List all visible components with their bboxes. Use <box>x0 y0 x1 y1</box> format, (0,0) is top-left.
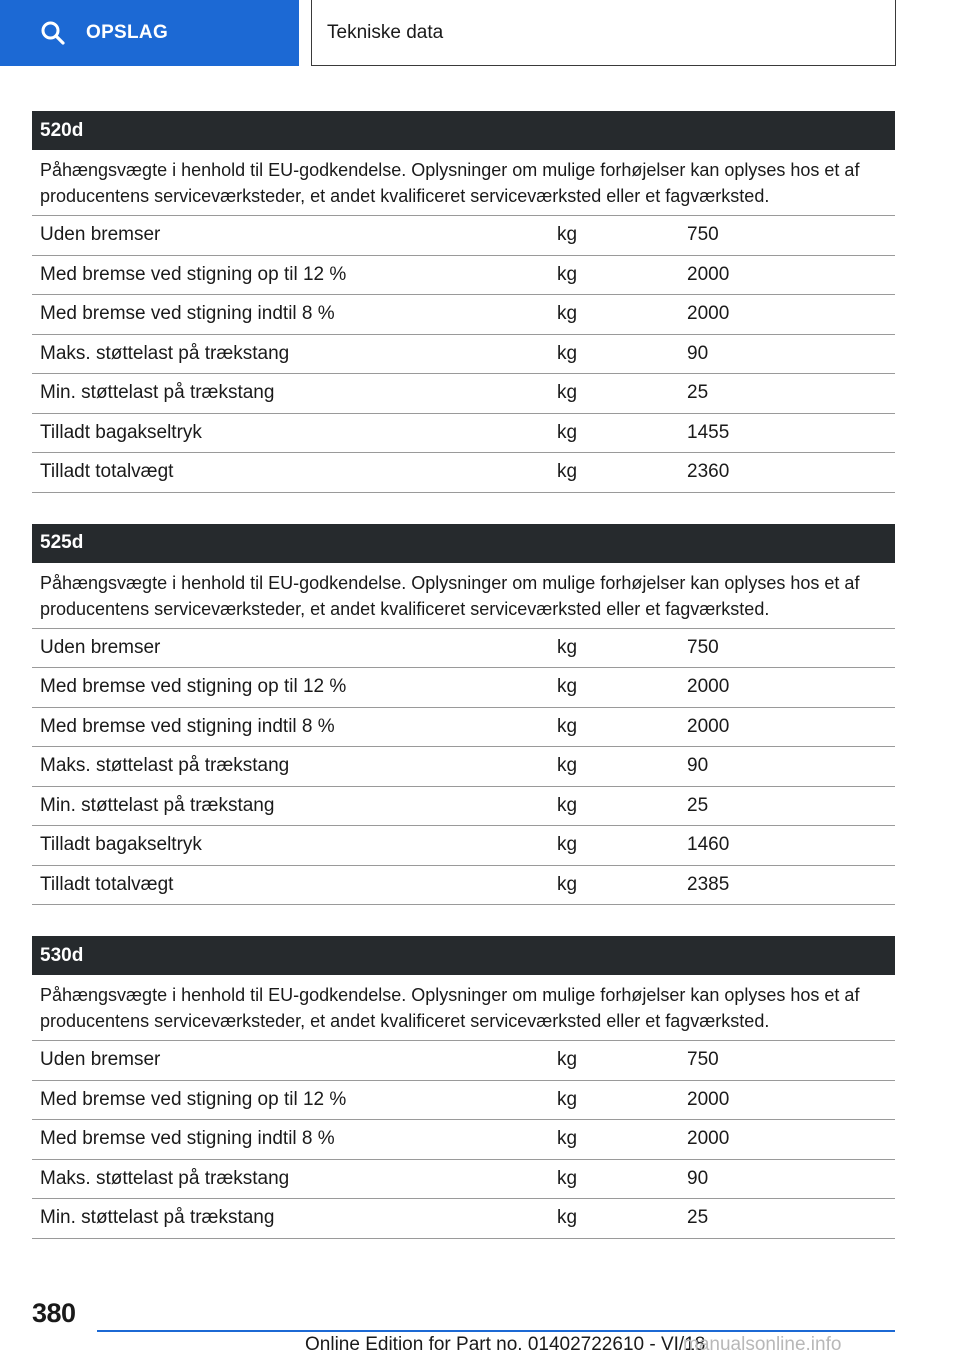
spec-unit: kg <box>557 1207 578 1229</box>
spec-value: 25 <box>687 794 709 816</box>
spec-value: 750 <box>687 636 719 658</box>
model-description: Påhængsvægte i henhold til EU-godkendelse. Oplysninger om mulige forhøjelser kan oplyses hos et af producentens serviceværksteder, et andet kvalificeret serviceværksted eller et fagværksted. <box>32 975 895 1041</box>
spec-value: 1455 <box>687 421 730 443</box>
model-header: 530d <box>32 936 895 975</box>
spec-label: Min. støttelast på trækstang <box>40 382 275 404</box>
spec-label: Med bremse ved stigning op til 12 % <box>40 263 347 285</box>
spec-label: Tilladt bagakseltryk <box>40 834 202 856</box>
spec-value: 1460 <box>687 834 730 856</box>
table-row <box>32 866 895 906</box>
spec-value: 750 <box>687 1049 719 1071</box>
spec-unit: kg <box>557 676 578 698</box>
table-row <box>32 374 895 414</box>
spec-value: 2000 <box>687 1128 730 1150</box>
spec-value: 90 <box>687 342 709 364</box>
table-row <box>32 1041 895 1081</box>
top-bar <box>0 0 960 66</box>
table-row <box>32 295 895 335</box>
spec-label: Med bremse ved stigning op til 12 % <box>40 676 347 698</box>
spec-unit: kg <box>557 794 578 816</box>
model-block-530d <box>32 936 895 1239</box>
spec-label: Min. støttelast på trækstang <box>40 794 275 816</box>
table-row <box>32 216 895 256</box>
spec-unit: kg <box>557 342 578 364</box>
search-button[interactable] <box>0 0 299 66</box>
spec-unit: kg <box>557 715 578 737</box>
spec-unit: kg <box>557 421 578 443</box>
table-row <box>32 787 895 827</box>
table-row <box>32 629 895 669</box>
spec-label: Tilladt bagakseltryk <box>40 421 202 443</box>
table-row <box>32 1160 895 1200</box>
model-description: Påhængsvægte i henhold til EU-godkendelse. Oplysninger om mulige forhøjelser kan oplyses hos et af producentens serviceværksteder, et andet kvalificeret serviceværksted eller et fagværksted. <box>32 150 895 216</box>
spec-label: Med bremse ved stigning indtil 8 % <box>40 715 335 737</box>
spec-label: Maks. støttelast på trækstang <box>40 1167 290 1189</box>
spec-value: 2360 <box>687 461 730 483</box>
spec-unit: kg <box>557 755 578 777</box>
model-description: Påhængsvægte i henhold til EU-godkendelse. Oplysninger om mulige forhøjelser kan oplyses hos et af producentens serviceværksteder, et andet kvalificeret serviceværksted eller et fagværksted. <box>32 563 895 629</box>
spec-unit: kg <box>557 834 578 856</box>
model-block-520d <box>32 111 895 493</box>
spec-unit: kg <box>557 263 578 285</box>
search-label: OPSLAG <box>86 22 169 43</box>
spec-label: Tilladt totalvægt <box>40 461 174 483</box>
table-row <box>32 1199 895 1239</box>
spec-label: Uden bremser <box>40 1049 161 1071</box>
spec-content <box>32 111 895 1270</box>
table-row <box>32 826 895 866</box>
spec-unit: kg <box>557 303 578 325</box>
table-row <box>32 256 895 296</box>
footer-edition-text: Online Edition for Part no. 01402722610 - VI/18 <box>305 1334 706 1355</box>
spec-label: Med bremse ved stigning op til 12 % <box>40 1088 347 1110</box>
spec-label: Med bremse ved stigning indtil 8 % <box>40 1128 335 1150</box>
spec-value: 2000 <box>687 715 730 737</box>
watermark: manualsonline.info <box>683 1334 842 1355</box>
spec-label: Maks. støttelast på trækstang <box>40 342 290 364</box>
spec-label: Uden bremser <box>40 636 161 658</box>
page-number: 380 <box>32 1298 76 1328</box>
spec-value: 90 <box>687 755 709 777</box>
spec-value: 2000 <box>687 676 730 698</box>
spec-unit: kg <box>557 1049 578 1071</box>
spec-value: 2000 <box>687 1088 730 1110</box>
spec-value: 2000 <box>687 303 730 325</box>
spec-label: Maks. støttelast på trækstang <box>40 755 290 777</box>
spec-label: Uden bremser <box>40 224 161 246</box>
spec-value: 25 <box>687 1207 709 1229</box>
spec-value: 25 <box>687 382 709 404</box>
model-header: 520d <box>32 111 895 150</box>
spec-unit: kg <box>557 382 578 404</box>
search-icon <box>40 20 66 46</box>
spec-unit: kg <box>557 873 578 895</box>
model-header: 525d <box>32 524 895 563</box>
spec-label: Min. støttelast på trækstang <box>40 1207 275 1229</box>
spec-label: Med bremse ved stigning indtil 8 % <box>40 303 335 325</box>
spec-value: 750 <box>687 224 719 246</box>
table-row <box>32 668 895 708</box>
spec-unit: kg <box>557 461 578 483</box>
spec-unit: kg <box>557 636 578 658</box>
spec-unit: kg <box>557 224 578 246</box>
spec-value: 90 <box>687 1167 709 1189</box>
model-block-525d <box>32 524 895 906</box>
spec-unit: kg <box>557 1128 578 1150</box>
table-row <box>32 1120 895 1160</box>
table-row <box>32 708 895 748</box>
spec-value: 2000 <box>687 263 730 285</box>
table-row <box>32 1081 895 1121</box>
spec-label: Tilladt totalvægt <box>40 873 174 895</box>
spec-unit: kg <box>557 1167 578 1189</box>
table-row <box>32 414 895 454</box>
footer-divider <box>97 1330 895 1332</box>
spec-unit: kg <box>557 1088 578 1110</box>
table-row <box>32 747 895 787</box>
table-row <box>32 335 895 375</box>
table-row <box>32 453 895 493</box>
section-tab-tekniske-data[interactable]: Tekniske data <box>311 0 896 66</box>
spec-value: 2385 <box>687 873 730 895</box>
